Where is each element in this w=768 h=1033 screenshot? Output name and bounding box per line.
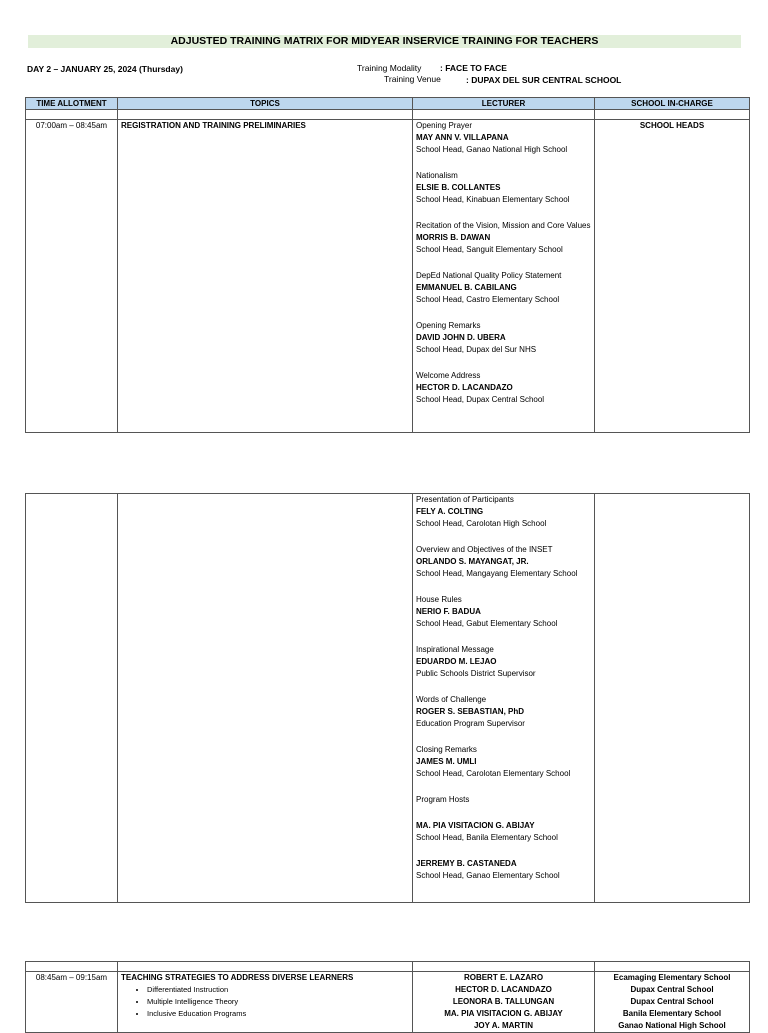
schedule-table-1 <box>25 97 750 433</box>
hosts-label: Program Hosts <box>416 795 470 804</box>
day-label: DAY 2 – JANUARY 25, 2024 (Thursday) <box>27 64 183 74</box>
lecturer-item: Opening Remarks DAVID JOHN D. UBERA School Head, Dupax del Sur NHS <box>416 321 537 354</box>
school-name: Dupax Central School <box>630 997 714 1006</box>
lecturer-item: Opening Prayer MAY ANN V. VILLAPANA School Head, Ganao National High School <box>416 121 568 154</box>
topic-bullets <box>121 984 409 1020</box>
table-row <box>26 120 750 433</box>
document-title: ADJUSTED TRAINING MATRIX FOR MIDYEAR INSERVICE TRAINING FOR TEACHERS <box>28 35 741 48</box>
lecturer-name: MA. PIA VISITACION G. ABIJAY <box>444 1009 563 1018</box>
topic-cell <box>118 494 413 903</box>
time-cell <box>26 494 118 903</box>
header-row <box>26 98 750 110</box>
table-row <box>26 494 750 903</box>
table-row <box>26 972 750 1033</box>
list-item: • Differentiated Instruction <box>147 984 409 996</box>
schedule-table-3 <box>25 961 750 1033</box>
list-item: • Multiple Intelligence Theory <box>147 996 409 1008</box>
header-topics: TOPICS <box>118 98 413 110</box>
school-name: Banila Elementary School <box>622 1009 722 1018</box>
lecturer-cell <box>413 494 595 903</box>
lecturer-name: ROBERT E. LAZARO <box>463 973 544 982</box>
time-text: 08:45am – 09:15am <box>35 973 108 982</box>
time-text: 07:00am – 08:45am <box>35 121 108 130</box>
modality-value: : FACE TO FACE <box>440 63 507 73</box>
incharge-cell <box>595 494 750 903</box>
lecturer-item: Presentation of Participants FELY A. COLTING School Head, Carolotan High School <box>416 495 547 528</box>
lecturer-item: Nationalism ELSIE B. COLLANTES School Head, Kinabuan Elementary School <box>416 171 570 204</box>
lecturer-item: DepEd National Quality Policy Statement EMMANUEL B. CABILANG School Head, Castro Elementary School <box>416 271 562 304</box>
host-item: JERREMY B. CASTANEDA School Head, Ganao Elementary School <box>416 859 560 880</box>
lecturer-name: HECTOR D. LACANDAZO <box>455 985 552 994</box>
header-time: TIME ALLOTMENT <box>26 98 118 110</box>
topic-text: REGISTRATION AND TRAINING PRELIMINARIES <box>121 121 306 130</box>
incharge-text: SCHOOL HEADS <box>639 121 705 130</box>
lecturer-item: Closing Remarks JAMES M. UMLI School Head, Carolotan Elementary School <box>416 745 571 778</box>
modality-label: Training Modality <box>357 63 422 73</box>
time-cell <box>26 120 118 433</box>
time-cell <box>26 972 118 1033</box>
topic-cell <box>118 972 413 1033</box>
lecturer-cell <box>413 120 595 433</box>
topic-cell <box>118 120 413 433</box>
list-item: • Inclusive Education Programs <box>147 1008 409 1020</box>
lecturer-cell <box>413 972 595 1033</box>
host-item: MA. PIA VISITACION G. ABIJAY School Head, Banila Elementary School <box>416 821 558 842</box>
venue-label: Training Venue <box>384 74 441 84</box>
header-lecturer: LECTURER <box>413 98 595 110</box>
incharge-cell <box>595 972 750 1033</box>
topic-text: TEACHING STRATEGIES TO ADDRESS DIVERSE LEARNERS <box>121 973 354 982</box>
lecturer-item: Overview and Objectives of the INSET ORLANDO S. MAYANGAT, JR. School Head, Mangayang Elementary School <box>416 545 578 578</box>
lecturer-name: LEONORA B. TALLUNGAN <box>452 997 555 1006</box>
school-name: Ecamaging Elementary School <box>613 973 731 982</box>
header-incharge: SCHOOL IN-CHARGE <box>595 98 750 110</box>
venue-value: : DUPAX DEL SUR CENTRAL SCHOOL <box>466 75 622 85</box>
lecturer-item: Recitation of the Vision, Mission and Core Values MORRIS B. DAWAN School Head, Sanguit Elementary School <box>416 221 591 254</box>
incharge-cell <box>595 120 750 433</box>
lecturer-name: JOY A. MARTIN <box>473 1021 534 1030</box>
schedule-table-2 <box>25 493 750 903</box>
lecturer-item: Words of Challenge ROGER S. SEBASTIAN, PhD Education Program Supervisor <box>416 695 525 728</box>
school-name: Ganao National High School <box>618 1021 726 1030</box>
lecturer-item: House Rules NERIO F. BADUA School Head, Gabut Elementary School <box>416 595 558 628</box>
lecturer-item: Welcome Address HECTOR D. LACANDAZO School Head, Dupax Central School <box>416 371 545 404</box>
lecturer-item: Inspirational Message EDUARDO M. LEJAO Public Schools District Supervisor <box>416 645 536 678</box>
school-name: Dupax Central School <box>630 985 714 994</box>
